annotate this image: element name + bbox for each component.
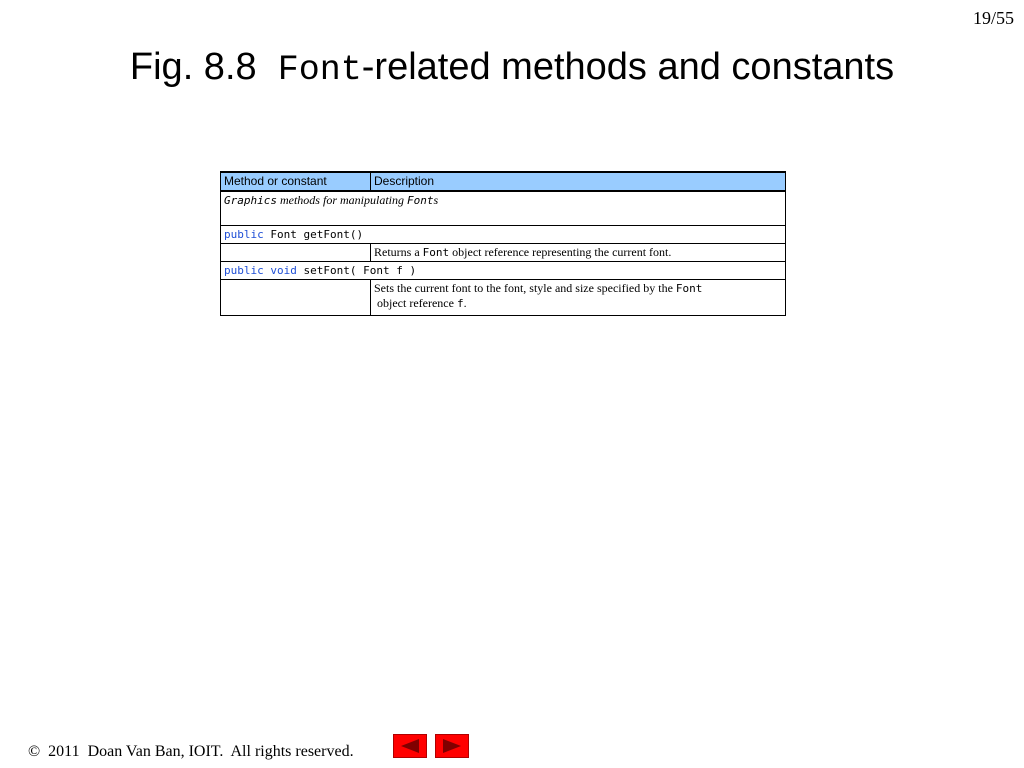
- keyword: public void: [224, 264, 297, 277]
- title-suffix: -related methods and constants: [361, 46, 895, 88]
- table-row: [221, 244, 786, 262]
- triangle-left-icon: [399, 738, 421, 754]
- section-text: methods for manipulating: [276, 193, 407, 207]
- desc-text: object reference: [374, 296, 457, 310]
- slide-title: [0, 46, 1024, 90]
- methods-table: [220, 171, 786, 316]
- previous-slide-button[interactable]: [393, 734, 427, 758]
- table-row: [221, 280, 786, 316]
- desc-code: f: [456, 297, 464, 310]
- page-number: 19/55: [972, 8, 1014, 28]
- method-signature-getfont: [221, 226, 786, 244]
- header-description: Description: [371, 172, 786, 191]
- section-code-font: Font: [407, 194, 434, 207]
- desc-code: Font: [422, 246, 450, 259]
- desc-text: .: [463, 296, 467, 310]
- table-row: [221, 262, 786, 280]
- method-signature-setfont: [221, 262, 786, 280]
- title-code: Font: [277, 50, 362, 90]
- desc-text: Sets the current font to the font, style and size specified by the: [374, 281, 676, 295]
- empty-cell: [221, 244, 371, 262]
- copyright-footer: © 2011 Doan Van Ban, IOIT. All rights reserved.: [28, 743, 354, 760]
- desc-code: Font: [675, 282, 703, 295]
- triangle-right-icon: [441, 738, 463, 754]
- section-text-end: s: [433, 193, 439, 207]
- section-row: [221, 191, 786, 226]
- section-heading: [221, 191, 786, 226]
- description-getfont: [371, 244, 786, 262]
- next-slide-button[interactable]: [435, 734, 469, 758]
- header-method: Method or constant: [221, 172, 371, 191]
- keyword: public: [224, 228, 264, 241]
- table-header-row: [221, 172, 786, 191]
- empty-cell: [221, 280, 371, 316]
- signature-rest: Font getFont(): [263, 228, 364, 241]
- desc-text: Returns a: [374, 245, 423, 259]
- description-setfont: [371, 280, 786, 316]
- signature-rest: setFont( Font f ): [296, 264, 417, 277]
- desc-text: object reference representing the current font.: [449, 245, 672, 259]
- table-row: [221, 226, 786, 244]
- title-prefix: Fig. 8.8: [129, 46, 278, 88]
- section-code-graphics: Graphics: [224, 194, 277, 207]
